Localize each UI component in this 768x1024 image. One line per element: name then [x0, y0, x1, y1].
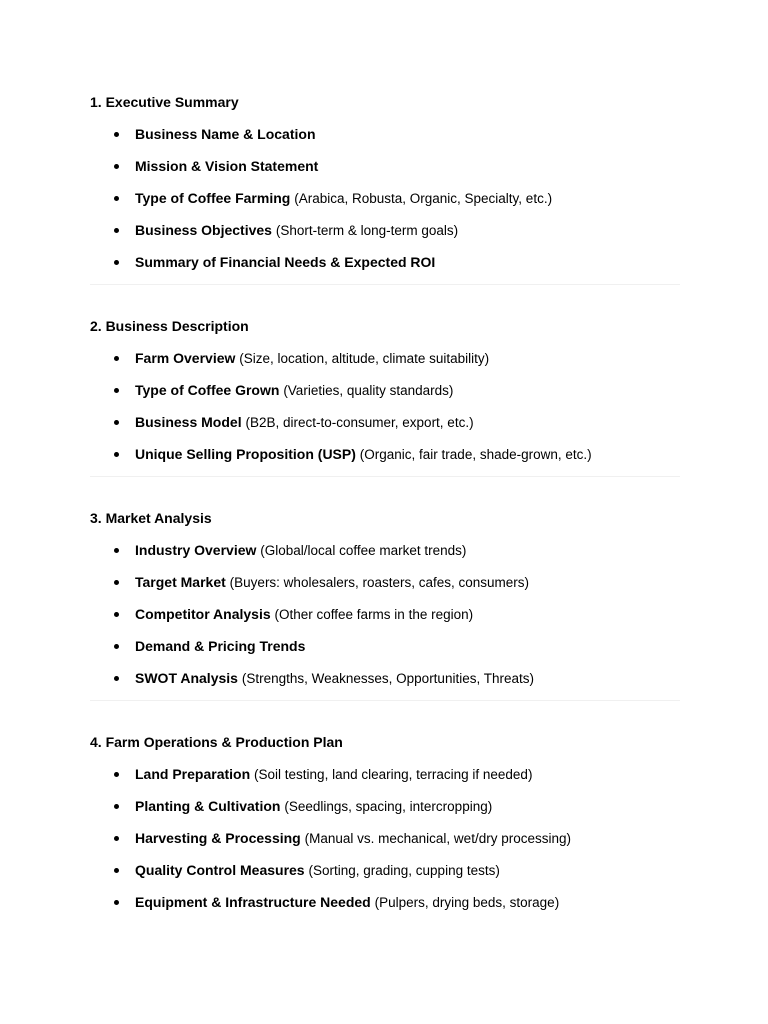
list-item [90, 444, 680, 464]
list-item [90, 380, 680, 400]
bullet-dot-icon [114, 196, 119, 201]
item-title: Equipment & Infrastructure Needed [135, 894, 371, 910]
bullet-list [90, 348, 680, 464]
list-item [90, 412, 680, 432]
section-business-description [90, 316, 680, 464]
item-title: Unique Selling Proposition (USP) [135, 446, 356, 462]
list-item [90, 764, 680, 784]
bullet-dot-icon [114, 612, 119, 617]
item-description: (Manual vs. mechanical, wet/dry processing) [304, 831, 571, 846]
bullet-dot-icon [114, 388, 119, 393]
item-description: (Soil testing, land clearing, terracing if needed) [254, 767, 533, 782]
section-market-analysis [90, 508, 680, 688]
bullet-dot-icon [114, 900, 119, 905]
item-title: SWOT Analysis [135, 670, 238, 686]
list-item [90, 572, 680, 592]
list-item [90, 188, 680, 208]
item-description: (B2B, direct-to-consumer, export, etc.) [245, 415, 474, 430]
item-title: Planting & Cultivation [135, 798, 281, 814]
list-item [90, 668, 680, 688]
item-description: (Arabica, Robusta, Organic, Specialty, etc.) [294, 191, 553, 206]
bullet-dot-icon [114, 772, 119, 777]
item-description: (Short-term & long-term goals) [275, 223, 459, 238]
section-heading: 3. Market Analysis [90, 510, 212, 526]
bullet-dot-icon [114, 420, 119, 425]
list-item [90, 124, 680, 144]
section-heading: 1. Executive Summary [90, 94, 239, 110]
item-description: (Global/local coffee market trends) [260, 543, 467, 558]
bullet-dot-icon [114, 164, 119, 169]
list-item [90, 636, 680, 656]
item-title: Mission & Vision Statement [135, 158, 319, 174]
bullet-dot-icon [114, 644, 119, 649]
section-heading: 2. Business Description [90, 318, 249, 334]
section-executive-summary [90, 92, 680, 272]
bullet-dot-icon [114, 868, 119, 873]
list-item [90, 156, 680, 176]
list-item [90, 604, 680, 624]
bullet-list [90, 124, 680, 272]
bullet-list [90, 540, 680, 688]
item-title: Demand & Pricing Trends [135, 638, 306, 654]
list-item [90, 892, 680, 912]
section-divider [90, 700, 680, 701]
section-farm-operations [90, 732, 680, 912]
bullet-dot-icon [114, 356, 119, 361]
bullet-dot-icon [114, 804, 119, 809]
list-item [90, 348, 680, 368]
item-title: Business Model [135, 414, 242, 430]
item-title: Business Name & Location [135, 126, 316, 142]
item-title: Harvesting & Processing [135, 830, 301, 846]
item-description: (Strengths, Weaknesses, Opportunities, Threats) [241, 671, 534, 686]
item-title: Land Preparation [135, 766, 251, 782]
bullet-dot-icon [114, 452, 119, 457]
item-description: (Organic, fair trade, shade-grown, etc.) [359, 447, 592, 462]
item-title: Farm Overview [135, 350, 236, 366]
list-item [90, 540, 680, 560]
section-heading: 4. Farm Operations & Production Plan [90, 734, 343, 750]
item-description: (Seedlings, spacing, intercropping) [284, 799, 493, 814]
section-divider [90, 476, 680, 477]
item-title: Type of Coffee Grown [135, 382, 280, 398]
item-description: (Size, location, altitude, climate suitability) [239, 351, 490, 366]
bullet-dot-icon [114, 580, 119, 585]
item-title: Summary of Financial Needs & Expected ROI [135, 254, 436, 270]
item-title: Quality Control Measures [135, 862, 305, 878]
item-title: Competitor Analysis [135, 606, 271, 622]
list-item [90, 220, 680, 240]
bullet-dot-icon [114, 260, 119, 265]
bullet-dot-icon [114, 228, 119, 233]
item-title: Business Objectives [135, 222, 272, 238]
item-title: Industry Overview [135, 542, 257, 558]
list-item [90, 828, 680, 848]
item-description: (Other coffee farms in the region) [274, 607, 474, 622]
document-page [90, 92, 680, 912]
item-description: (Buyers: wholesalers, roasters, cafes, consumers) [229, 575, 530, 590]
item-description: (Pulpers, drying beds, storage) [374, 895, 560, 910]
bullet-dot-icon [114, 132, 119, 137]
section-divider [90, 284, 680, 285]
item-description: (Sorting, grading, cupping tests) [308, 863, 500, 878]
item-description: (Varieties, quality standards) [283, 383, 454, 398]
list-item [90, 860, 680, 880]
list-item [90, 252, 680, 272]
bullet-dot-icon [114, 676, 119, 681]
bullet-dot-icon [114, 836, 119, 841]
bullet-list [90, 764, 680, 912]
list-item [90, 796, 680, 816]
item-title: Target Market [135, 574, 226, 590]
bullet-dot-icon [114, 548, 119, 553]
item-title: Type of Coffee Farming [135, 190, 291, 206]
